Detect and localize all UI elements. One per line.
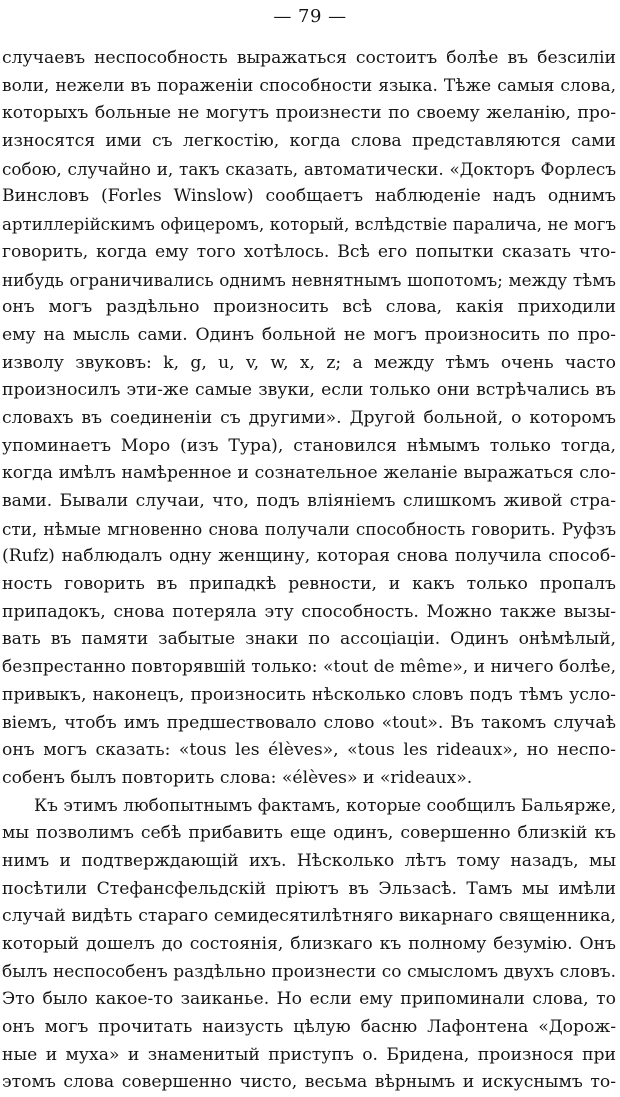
text-line: онъ могъ раздѣльно произносить всѣ слова, какія приходили	[2, 297, 616, 318]
text-line: говорить, когда ему того хотѣлось. Всѣ его попытки сказать что-	[2, 241, 616, 262]
text-line: который дошелъ до состоянія, близкаго къ полному безумію. Онъ	[2, 934, 616, 954]
text-line: ему на мысль сами. Одинъ больной не могъ произносить по про-	[2, 324, 616, 345]
text-line: былъ неспособенъ раздѣльно произнести со смысломъ двухъ словъ.	[2, 961, 616, 982]
text-line: собенъ былъ повторить слова: «élèves» и «rideaux».	[2, 767, 473, 788]
text-line: безпрестанно повторявшій только: «tout de même», и ничего болѣе,	[2, 657, 616, 678]
text-line: воли, нежели въ пораженіи способности языка. Тѣже самыя слова,	[2, 75, 616, 96]
text-line: ность говорить въ припадкѣ ревности, и какъ только пропалъ	[2, 574, 616, 595]
text-line: когда имѣлъ намѣренное и сознательное желаніе выражаться сло-	[2, 463, 616, 484]
text-line: віемъ, чтобъ имъ предшествовало слово «tout». Въ такомъ случаѣ	[2, 712, 616, 733]
text-line: произносилъ эти-же самые звуки, если только они встрѣчались въ	[2, 380, 616, 401]
text-line: онъ могъ прочитать наизусть цѣлую басню Лафонтена «Дорож-	[2, 1017, 616, 1038]
text-line: вать въ памяти забытые знаки по ассоціаціи. Одинъ онѣмѣлый,	[2, 629, 616, 650]
text-line: Къ этимъ любопытнымъ фактамъ, которые сообщилъ Бальярже,	[34, 795, 616, 816]
text-line: Винсловъ (Forles Winslow) сообщаетъ наблюденіе надъ однимъ	[2, 186, 616, 207]
paragraph-2	[2, 793, 616, 1097]
text-line: вами. Бывали случаи, что, подъ вліяніемъ слишкомъ живой стра-	[2, 491, 616, 511]
text-line: износятся ими съ легкостію, когда слова представляются сами	[2, 131, 616, 152]
text-line: мы позволимъ себѣ прибавить еще одинъ, совершенно близкій къ	[2, 823, 616, 844]
text-line: этомъ слова совершенно чисто, весьма вѣрнымъ и искуснымъ то-	[2, 1072, 616, 1093]
paragraph-1	[2, 45, 616, 793]
text-line: случаевъ неспособность выражаться состоитъ болѣе въ безсиліи	[2, 48, 616, 68]
text-line: сти, нѣмые мгновенно снова получали способность говорить. Руфзъ	[2, 518, 616, 539]
text-line: привыкъ, наконецъ, произносить нѣсколько словъ подъ тѣмъ усло-	[2, 684, 616, 705]
text-line: Это было какое-то заиканье. Но если ему припоминали слова, то	[2, 989, 616, 1010]
text-line: припадокъ, снова потеряла эту способность. Можно также вызы-	[2, 601, 616, 622]
text-line: посѣтили Стефансфельдскій пріютъ въ Эльзасѣ. Тамъ мы имѣли	[2, 878, 616, 899]
text-line: ные и муха» и знаменитый приступъ о. Бридена, произнося при	[2, 1044, 616, 1065]
text-line: онъ могъ сказать: «tous les élèves», «tous les rideaux», но неспо-	[2, 740, 616, 761]
text-line: изволу звуковъ: k, g, u, v, w, x, z; а между тѣмъ очень часто	[2, 352, 616, 373]
text-line: собою, случайно и, такъ сказать, автоматически. «Докторъ Форлесъ	[2, 158, 616, 179]
text-line: (Rufz) наблюдалъ одну женщину, которая снова получила способ-	[2, 546, 616, 567]
text-line: которыхъ больные не могутъ произнести по своему желанію, про-	[2, 103, 616, 124]
text-line: упоминаетъ Моро (изъ Тура), становился нѣмымъ только тогда,	[2, 435, 616, 456]
page-number: — 79 —	[273, 6, 347, 27]
text-line: нимъ и подтверждающій ихъ. Нѣсколько лѣтъ тому назадъ, мы	[2, 850, 616, 871]
text-line: словахъ въ соединеніи съ другими». Другой больной, о которомъ	[2, 407, 616, 428]
text-line: случай видѣть стараго семидесятилѣтняго викарнаго священника,	[2, 906, 616, 927]
text-line: артиллерійскимъ офицеромъ, который, вслѣдствіе паралича, не могъ	[2, 215, 616, 235]
body-text	[2, 45, 616, 1097]
text-line: нибудь ограничивались однимъ невнятнымъ шопотомъ; между тѣмъ	[2, 269, 616, 290]
